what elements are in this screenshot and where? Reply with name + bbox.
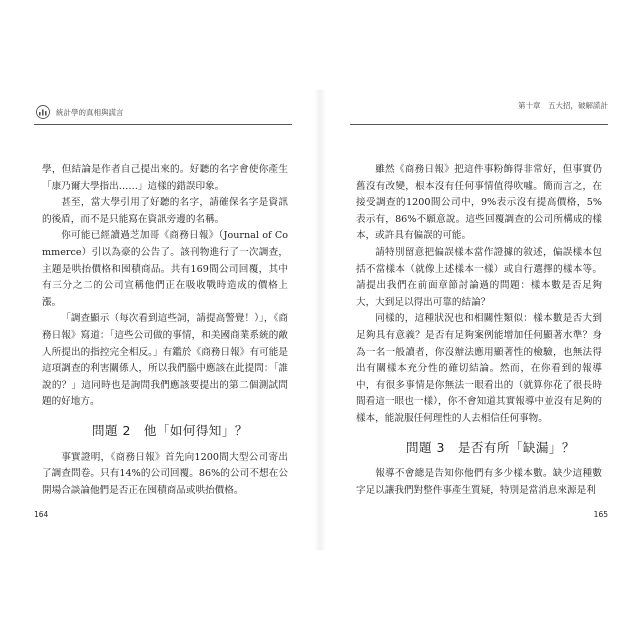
- right-paragraph: 請特別留意把偏誤樣本當作證據的敘述，偏誤樣本包括不當樣本（就像上述樣本一樣）或自行選擇的樣本等。請提出我們在前面章節討論過的問題：樣本數是否足夠大，大到足以得出可靠的結論？: [356, 246, 602, 308]
- right-header-rule: [350, 124, 608, 125]
- chart-logo-icon: [34, 104, 52, 120]
- left-paragraph: 「調查顯示（每次看到這些詞，請提高警覺！）」，《商務日報》寫道：「這些公司做的事情，和美國商業系統的敵人所提出的指控完全相反。」有鑑於《商務日報》有可能是這項調查的利害關係人，所以我們腦中應該在此提問：「誰說的？」這同時也是詢問我們應該要提出的第二個測試問題的好地方。: [42, 313, 288, 408]
- left-paragraph: 學，但結論是作者自己提出來的。好聽的名字會使你產生「康乃爾大學指出……」這樣的錯誤印象。: [42, 164, 288, 192]
- right-paragraph: 報導不會總是告知你他們有多少樣本數。缺少這種數字足以讓我們對整件事產生質疑，特別是當消息來源是利: [356, 468, 602, 496]
- right-running-header: [350, 100, 608, 124]
- right-page: [350, 100, 608, 540]
- left-page-number: 164: [34, 510, 49, 519]
- right-paragraph: 雖然《商務日報》把這件事粉飾得非常好，但事實仍舊沒有改變，根本沒有任何事情值得吹噓。簡而言之，在接受調查的1200間公司中，9%表示沒有提高價格，5%表示有，86%不願意說。這些回覆調查的公司所構成的樣本，或許具有偏誤的可能。: [356, 164, 602, 242]
- right-section-title: 問題 3 是否有所「缺漏」？: [406, 439, 575, 455]
- left-paragraph: 甚至，當大學引用了好聽的名字，請確保名字是資訊的後盾，而不是只能寫在資訊旁邊的名稱。: [42, 197, 288, 225]
- left-header-rule: [34, 124, 292, 125]
- right-page-body: [356, 162, 602, 499]
- left-page: [34, 100, 292, 540]
- book-gutter: [314, 90, 326, 550]
- right-paragraph: 同樣的，這種狀況也和相關性類似：樣本數是否大到足夠具有意義？是否有足夠案例能增加任何顯著水準？身為一名一般讀者，你沒辦法應用顯著性的檢驗，也無法得出有關樣本充分性的確切結論。然而，在你看到的報導中，有很多事情是你無法一眼看出的（就算你花了很長時間看這一眼也一樣），你不會知道其實報導中並沒有足夠的樣本，能說服任何理性的人去相信任何事物。: [356, 313, 602, 424]
- left-paragraph: 你可能已經讀過芝加哥《商務日報》（Journal of Commerce）引以為豪的公告了。該刊物進行了一次調查，主題是哄抬價格和囤積商品。共有169間公司回覆，其中有三分之二的公司宣稱他們正在吸收戰時造成的價格上漲。: [42, 230, 288, 308]
- right-header-title: 第十章 五大招，破解謊計: [518, 101, 608, 110]
- right-page-number: 165: [593, 510, 608, 519]
- left-page-body: [42, 162, 288, 499]
- left-section-title: 問題 2 他「如何得知」？: [92, 422, 248, 438]
- left-header-title: 統計學的真相與謊言: [56, 107, 124, 117]
- left-running-header: [34, 100, 292, 124]
- left-paragraph: 事實證明，《商務日報》首先向1200間大型公司寄出了調查問卷。只有14%的公司回覆。86%的公司不想在公開場合談論他們是否正在囤積商品或哄抬價格。: [42, 451, 288, 496]
